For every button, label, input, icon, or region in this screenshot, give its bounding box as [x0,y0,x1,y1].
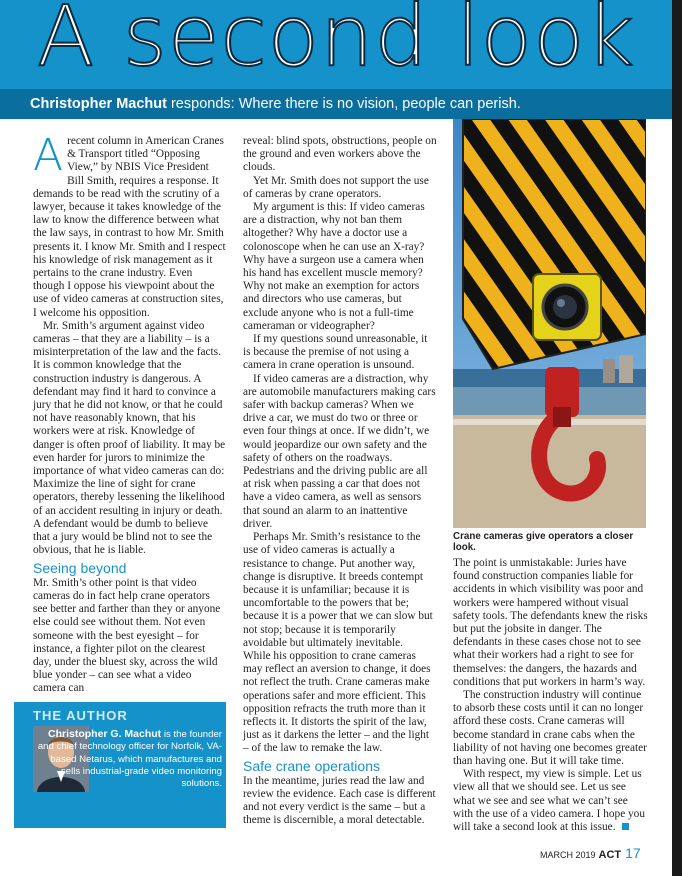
paragraph [453,768,648,834]
magazine-name: ACT [598,849,622,861]
section-heading: Seeing beyond [33,559,127,576]
column-1 [33,130,226,696]
title-banner [0,0,672,119]
paragraph: If video cameras are a distraction, why are automobile manufacturers making cars safer with backup cameras? When we drive a car, we must do two or three or even four things at once. If we didn’t, we would jeopardize our own safety and the safety of others on the roadways. Pedestrians and the driving public are all at risk when passing a car that does not have a video camera, as well as sensors that sound an alarm to an inattentive driver. [243,372,436,530]
paragraph: Mr. Smith’s other point is that video cameras do in fact help crane operators see better and farther than they or anyone else could see without them. Not even someone with the best eyesight – for instance, a fighter pilot on the clearest day, under the bluest sky, across the wild blue yonder – can see what a video camera can [33,576,221,695]
author-box-name: Christopher G. Machut [48,728,162,740]
crane-camera-photo [453,119,646,528]
paragraph: Yet Mr. Smith does not support the use of cameras by crane operators. [243,174,429,200]
paragraph: If my questions sound unreasonable, it is because the premise of not using a camera in crane operation is unsound. [243,333,428,372]
subtitle-text: responds: Where there is no vision, people can perish. [166,96,521,112]
paragraph: The point is unmistakable: Juries have found construction companies liable for accidents in which visibility was poor and workers were hampered without visual safety tools. The defendants knew the risks but put the jobsite in danger. The defendants in these cases chose not to see what their workers had a right to see for themselves: the dangers, the hazards and conditions that put workers in harm’s way. [453,557,648,688]
end-mark-icon [622,823,629,830]
paragraph: While his opposition to crane cameras may reflect an aversion to change, it does not reflect the truth. Crane cameras make operations safer and more efficient. This opposition refracts the truth more than it reflects it. It distorts the spirit of the law, just as it darkens the letter – and the light – of the law to remake the law. [243,649,431,755]
column-3 [453,557,648,834]
page-edge [672,0,682,876]
paragraph: reveal: blind spots, obstructions, people on the ground and even workers above the clouds. [243,135,437,174]
crane-hook-illustration [453,119,646,528]
page-title: A second look [36,0,636,85]
paragraph: The construction industry will continue to absorb these costs until it can no longer afford these costs. Crane cameras will become standard in crane cabs when the liability of not having one becomes greater than having one. But it will take time. [453,689,647,768]
section-heading: Safe crane operations [243,757,380,774]
paragraph: Perhaps Mr. Smith’s resistance to the use of video cameras is actually a resistance to change. Put another way, change is disruptive. It breeds contempt because it is unfamiliar; because it is uncomfortable to the powers that be; because it is a power that we can slow but not stop; because it is temporarily avoidable but ultimately inevitable. [243,531,433,649]
photo-caption: Crane cameras give operators a closer look. [453,531,634,553]
page-folio [540,845,641,861]
closing-text: With respect, my view is simple. Let us view all that we should see. Let us see what we see and see what we can’t see with the use of a video camera. I hope you will take a second look at this issue. [453,768,645,834]
paragraph: recent column in American Cranes & Transport titled “Opposing View,” by NBIS Vice President Bill Smith, requires a response. It demands to be read with the scrutiny of a lawyer, because it takes knowledge of the law to know the difference between what the law says, in contrast to how Mr. Smith presents it. I know Mr. Smith and I respect his knowledge of risk management as it pertains to the crane industry. Even though I oppose his viewpoint about the use of video cameras at construction sites, I welcome his opposition. [33,135,226,319]
author-bio [34,728,222,790]
paragraph: Mr. Smith’s argument against video cameras – that they are a liability – is a misinterpretation of the law and the facts. It is common knowledge that the construction industry is dangerous. A defendant may find it hard to convince a jury that he did not know, or that he could not have reasonably known, that his workers were at risk. Knowledge of danger is often proof of liability. It may be even harder for jurors to minimize the importance of what video cameras can do: Maximize the line of sight for crane operators, thereby lessening the likelihood of an accident resulting in injury or death. A defendant would be dumb to believe that a jury would be blind not to see the obvious, that he is liable. [33,319,226,557]
author-box [14,702,226,828]
page-number: 17 [625,845,641,861]
author-box-label: THE AUTHOR [33,708,128,723]
drop-cap: A [33,130,64,181]
column-2 [243,135,437,828]
author-name: Christopher Machut [30,96,167,112]
paragraph: In the meantime, juries read the law and review the evidence. Each case is different and not every verdict is the same – but a theme is discernible, a moral detectable. [243,774,436,827]
subtitle-bar [0,89,672,119]
issue-date: MARCH 2019 [540,850,596,860]
author-box-bio: is the founder and chief technology officer for Norfolk, VA-based Netarus, which manufactures and sells industrial-grade video monitoring solutions. [37,729,222,790]
paragraph: My argument is this: If video cameras are a distraction, why not ban them altogether? Why have a doctor use a colonoscope when he can use an X-ray? Why have a surgeon use a camera when his hand has excellent muscle memory? Why not make an exemption for actors and directors who use cameras, but exclude anyone who is not a full-time cameraman or videographer? [243,201,425,332]
